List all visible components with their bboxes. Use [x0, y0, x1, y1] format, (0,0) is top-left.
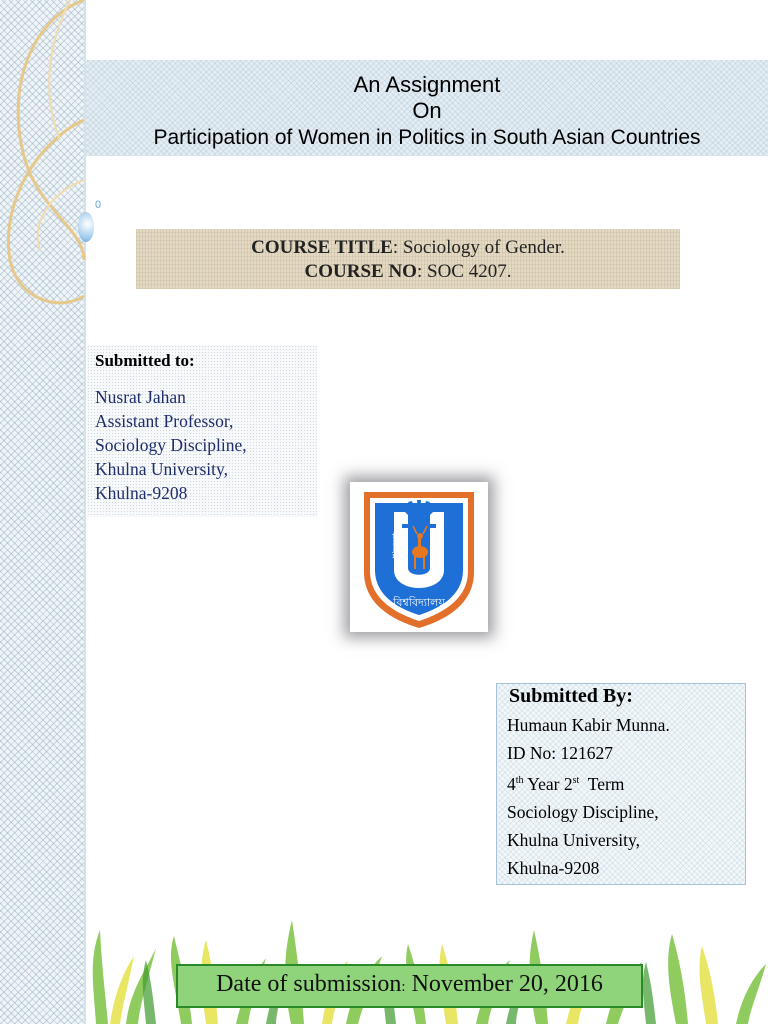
- submitted-to-details: [95, 385, 247, 505]
- assignment-topic: Participation of Women in Politics in South Asian Countries: [153, 126, 701, 149]
- course-title-line: [136, 236, 680, 260]
- submitted-by-heading: Submitted By:: [509, 685, 633, 707]
- assignment-on: On: [412, 98, 442, 123]
- submitted-to-heading: Submitted to:: [95, 351, 195, 370]
- logo-frame: [350, 482, 488, 632]
- university-logo-icon: [350, 482, 488, 632]
- teacher-city: Khulna-9208: [95, 483, 188, 503]
- course-no-value: : SOC 4207.: [416, 261, 512, 282]
- assignment-heading: An Assignment: [353, 72, 501, 97]
- date-label: Date of submission: [216, 971, 402, 997]
- student-university: Khulna University,: [507, 829, 641, 850]
- date-value: November 20, 2016: [405, 971, 603, 997]
- teacher-discipline: Sociology Discipline,: [95, 435, 247, 455]
- student-city: Khulna-9208: [507, 857, 600, 878]
- student-discipline: Sociology Discipline,: [507, 801, 659, 822]
- course-no-label: COURSE NO: [304, 261, 417, 282]
- logo-text-left: খুলনা: [390, 532, 403, 558]
- decorative-bubble: [78, 212, 94, 242]
- submitted-by-box: [496, 683, 746, 885]
- teacher-title: Assistant Professor,: [95, 411, 234, 431]
- course-info-box: [136, 229, 680, 289]
- date-colon: :: [401, 979, 406, 995]
- logo-text-bottom: বিশ্ববিদ্যালয়: [393, 596, 445, 609]
- course-no-line: [136, 260, 680, 284]
- submitted-by-details: [507, 711, 670, 882]
- submitted-to-box: [87, 345, 317, 517]
- teacher-university: Khulna University,: [95, 459, 229, 479]
- title-band: [86, 60, 768, 156]
- course-title-label: COURSE TITLE: [251, 237, 393, 258]
- submission-date-box: [176, 964, 643, 1008]
- course-title-value: : Sociology of Gender.: [392, 237, 565, 258]
- slide-marker: 0: [95, 199, 102, 211]
- student-id: ID No: 121627: [507, 743, 613, 763]
- student-name: Humaun Kabir Munna.: [507, 715, 670, 735]
- student-year-term: 4th Year 2st Term: [507, 773, 625, 794]
- decorative-swirl: [0, 0, 100, 320]
- teacher-name: Nusrat Jahan: [95, 387, 186, 407]
